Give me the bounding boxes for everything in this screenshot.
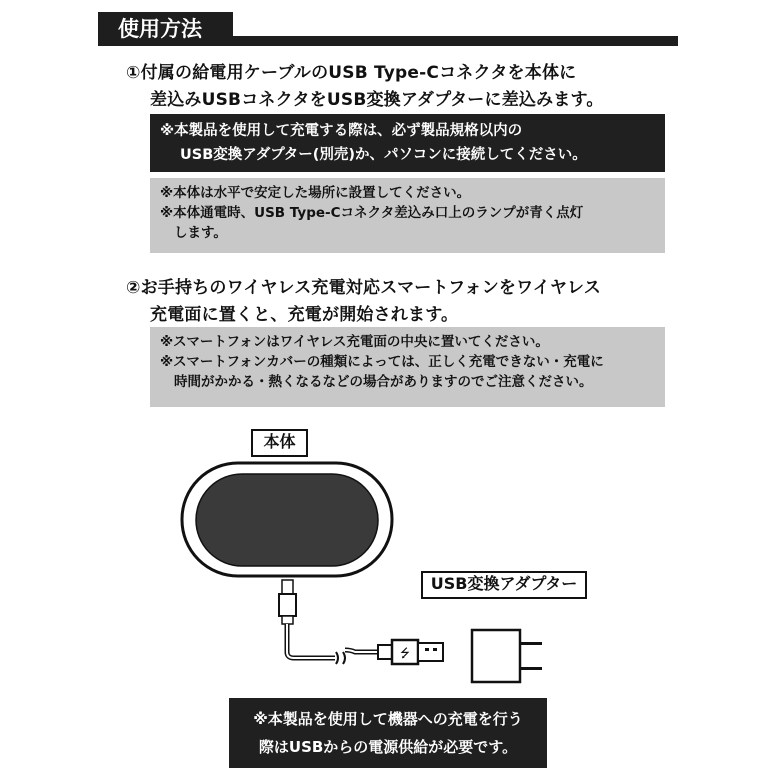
body-label: 本体 [251,429,308,457]
adapter-prong-bottom [520,667,542,670]
usb-a-connector [418,643,443,661]
usb-adapter-body [472,630,520,682]
type-c-plug-housing [279,594,296,616]
usb-a-strain-relief [378,645,392,659]
usb-icon: ⭍ [400,646,410,660]
cable [287,624,335,658]
notes-1-line-1: ※本体は水平で安定した場所に設置してください。 [160,185,471,201]
notes-1-line-3: します。 [174,225,227,241]
cable-strain-relief [282,616,293,624]
cable-break-mark [336,652,345,664]
step-1-line-2: 差込みUSBコネクタをUSB変換アダプターに差込みます。 [150,90,604,110]
charging-surface [196,474,378,566]
type-c-connector-icon [282,580,293,594]
section-title: 使用方法 [98,12,233,46]
adapter-label: USB変換アダプター [421,571,587,599]
adapter-prong-top [520,642,542,645]
bottom-note-line-2: 際はUSBからの電源供給が必要です。 [258,738,518,756]
step-2-line-1: ②お手持ちのワイヤレス充電対応スマートフォンをワイヤレス [126,278,601,298]
notes-2-line-3: 時間がかかる・熱くなるなどの場合がありますのでご注意ください。 [174,374,593,390]
notes-1-line-2: ※本体通電時、USB Type-Cコネクタ差込み口上のランプが青く点灯 [160,205,584,221]
bottom-note-line-1: ※本製品を使用して機器への充電を行う [253,710,523,728]
notes-2-line-2: ※スマートフォンカバーの種類によっては、正しく充電できない・充電に [160,354,604,370]
bottom-notice [229,698,547,768]
step-2-line-2: 充電面に置くと、充電が開始されます。 [150,305,459,325]
notice-1-line-1: ※本製品を使用して充電する際は、必ず製品規格以内の [160,123,523,139]
notice-1-line-2: USB変換アダプター(別売)か、パソコンに接続してください。 [180,147,587,163]
notes-2-line-1: ※スマートフォンはワイヤレス充電面の中央に置いてください。 [160,334,549,350]
step-1-line-1: ①付属の給電用ケーブルのUSB Type-Cコネクタを本体に [126,63,577,83]
